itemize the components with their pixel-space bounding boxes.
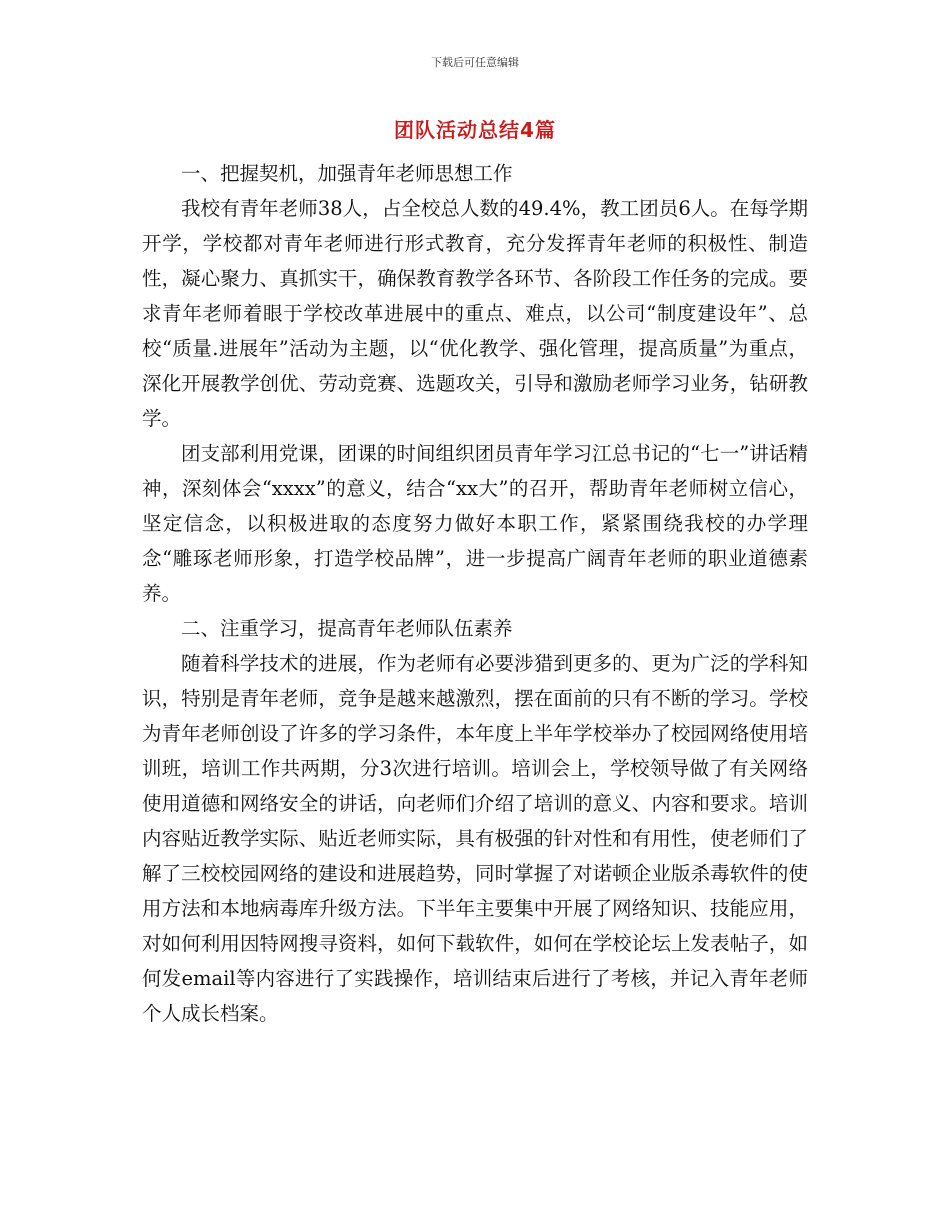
document-body: [142, 156, 808, 1031]
section-heading-2: 二、注重学习，提高青年老师队伍素养: [181, 617, 513, 640]
header-note: 下载后可任意编辑: [431, 56, 519, 69]
paragraph-3: 随着科学技术的进展，作为老师有必要涉猎到更多的、更为广泛的学科知识，特别是青年老师，竞争是越来越激烈，摆在面前的只有不断的学习。学校为青年老师创设了许多的学习条件，本年度上半年学校举办了校园网络使用培训班，培训工作共两期，分3次进行培训。培训会上，学校领导做了有关网络使用道德和网络安全的讲话，向老师们介绍了培训的意义、内容和要求。培训内容贴近教学实际、贴近老师实际，具有极强的针对性和有用性，使老师们了解了三校校园网络的建设和进展趋势，同时掌握了对诺顿企业版杀毒软件的使用方法和本地病毒库升级方法。下半年主要集中开展了网络知识、技能应用，对如何利用因特网搜寻资料，如何下载软件，如何在学校论坛上发表帖子，如何发email等内容进行了实践操作，培训结束后进行了考核，并记入青年老师个人成长档案。: [142, 652, 808, 1025]
paragraph-1: 我校有青年老师38人，占全校总人数的49.4%，教工团员6人。在每学期开学，学校都对青年老师进行形式教育，充分发挥青年老师的积极性、制造性，凝心聚力、真抓实干，确保教育教学各环节、各阶段工作任务的完成。要求青年老师着眼于学校改革进展中的重点、难点，以公司“制度建设年”、总校“质量.进展年”活动为主题，以“优化教学、强化管理，提高质量”为重点，深化开展教学创优、劳动竞赛、选题攻关，引导和激励老师学习业务，钻研教学。: [142, 197, 808, 430]
document-title: 团队活动总结4篇: [394, 118, 556, 142]
paragraph-2: 团支部利用党课，团课的时间组织团员青年学习江总书记的“七一”讲话精神，深刻体会“xxxx”的意义，结合“xx大”的召开，帮助青年老师树立信心，坚定信念，以积极进取的态度努力做好本职工作，紧紧围绕我校的办学理念“雕琢老师形象，打造学校品牌”，进一步提高广阔青年老师的职业道德素养。: [142, 442, 808, 605]
section-heading-1: 一、把握契机，加强青年老师思想工作: [181, 162, 513, 185]
